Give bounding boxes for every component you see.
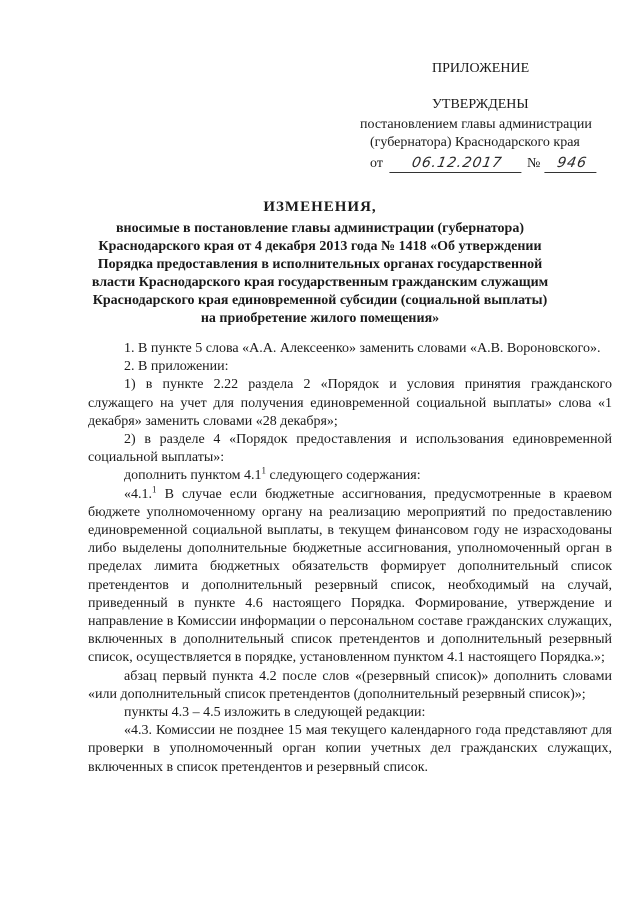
handwritten-number: 946 xyxy=(545,154,600,173)
paragraph-5-sup: 1 xyxy=(261,465,267,476)
paragraph-2: 2. В приложении: xyxy=(124,359,229,375)
paragraph-9: «4.3. Комиссии не позднее 15 мая текущего календарного года представляют для проверки в уполномоченный орган копии учетных дел гражданских служащих, включенных в список претендентов и резервный список. xyxy=(88,723,612,775)
paragraph-6 xyxy=(88,483,612,668)
document-title xyxy=(90,198,550,328)
paragraph-7: абзац первый пункта 4.2 после слов «(резервный список)» дополнить словами «или дополнительный список претендентов (дополнительный резервный список)»; xyxy=(88,668,612,702)
paragraph-8: пункты 4.3 – 4.5 изложить в следующей редакции: xyxy=(124,705,426,721)
date-label: от xyxy=(370,156,383,171)
appendix-label: ПРИЛОЖЕНИЕ xyxy=(432,61,530,76)
title-subtitle: вносимые в постановление главы администрации (губернатора) Краснодарского края от 4 декабря 2013 года № 1418 «Об утверждении Порядка предоставления в исполнительных органах государственной власти Краснодарского края государственным гражданским служащим Краснодарского края единовременной субсидии (социальной выплаты) на приобретение жилого помещения» xyxy=(91,221,549,326)
paragraph-6-text-a: «4.1. xyxy=(124,486,152,502)
paragraph-6-text-b: В случае если бюджетные ассигнования, предусмотренные в краевом бюджете уполномоченному органу на реализацию мероприятий по предоставлению единовременной социальной выплаты, в текущем финансовом году не израсходованы либо выделены дополнительные бюджетные ассигнования, уполномоченный орган в пределах лимита бюджетных обязательств формирует дополнительный список претендентов и дополнительный резервный список, необходимый на случай, приведенный в пункте 4.6 настоящего Порядка. Формирование, утверждение и направление в Комиссии информации о персональном составе гражданских служащих, включенных в дополнительный список претендентов и дополнительный резервный список, осуществляется в порядке, установленном пунктом 4.1 настоящего Порядка.»; xyxy=(88,486,612,666)
paragraph-5-text-b: следующего содержания: xyxy=(266,468,421,484)
title-heading: ИЗМЕНЕНИЯ, xyxy=(263,199,377,215)
paragraph-6-sup: 1 xyxy=(152,483,157,494)
paragraph-5-text-a: дополнить пунктом 4.1 xyxy=(124,468,262,484)
approved-label: УТВЕРЖДЕНЫ xyxy=(432,97,529,112)
decree-date-row xyxy=(370,154,598,174)
paragraph-5 xyxy=(88,467,612,485)
approved-by-line-1: постановлением главы администрации xyxy=(360,117,592,132)
paragraph-1: 1. В пункте 5 слова «А.А. Алексеенко» заменить словами «А.В. Вороновского». xyxy=(124,341,601,356)
number-label: № xyxy=(526,156,541,171)
document-body xyxy=(88,340,612,777)
approved-by-line-2: (губернатора) Краснодарского края xyxy=(370,135,580,150)
paragraph-4: 2) в разделе 4 «Порядок предоставления и использования единовременной социальной выплаты»: xyxy=(88,432,612,466)
handwritten-date: 06.12.2017 xyxy=(389,154,524,173)
paragraph-3: 1) в пункте 2.22 раздела 2 «Порядок и условия принятия гражданского служащего на учет для получения единовременной социальной выплаты» слова «1 декабря» заменить словами «28 декабря»; xyxy=(88,377,612,429)
